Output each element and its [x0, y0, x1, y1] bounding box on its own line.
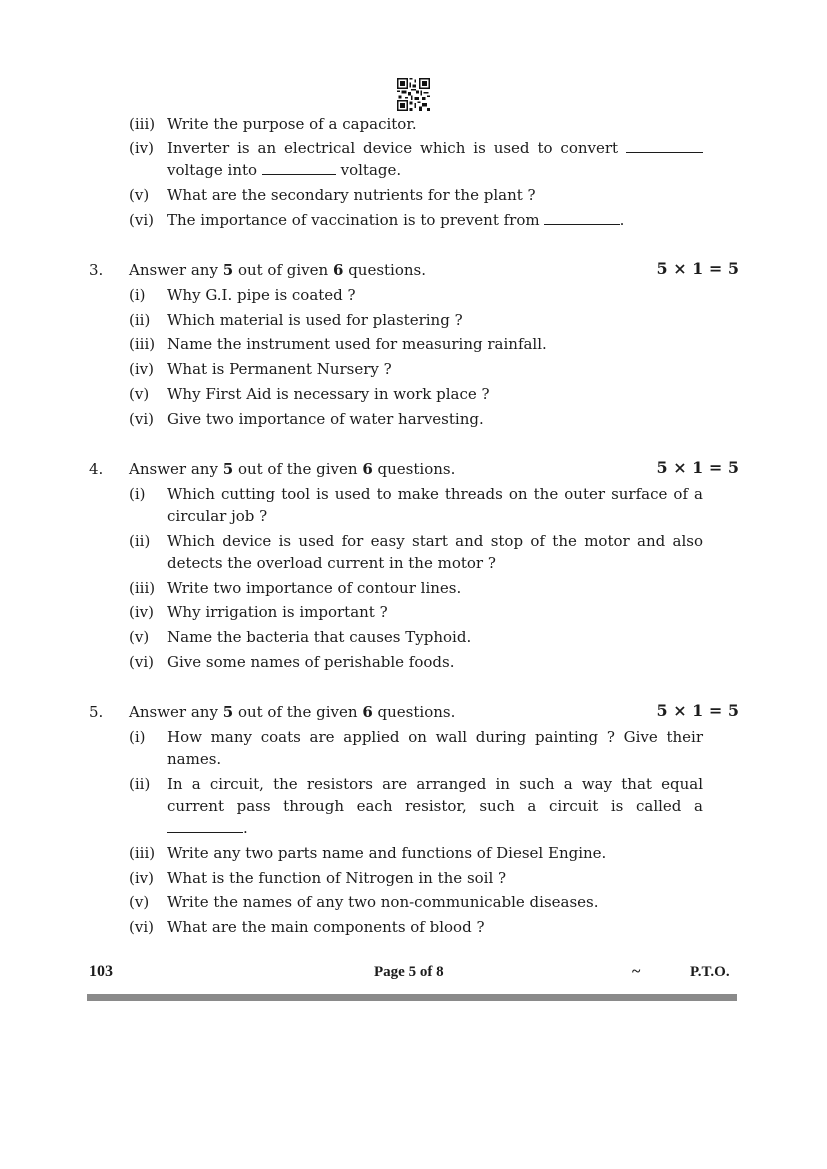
- question-text: voltage into voltage.: [167, 161, 402, 179]
- footer-rule: [87, 994, 737, 1001]
- question-text: detects the overload current in the motor ?: [167, 554, 496, 572]
- question-text: Write the purpose of a capacitor.: [167, 115, 417, 133]
- question-text: What are the secondary nutrients for the plant ?: [167, 186, 536, 204]
- tilde-mark: ~: [632, 963, 641, 980]
- item-number: (vi): [129, 211, 154, 229]
- answer-blank: [262, 160, 336, 175]
- pto-label: P.T.O.: [690, 964, 730, 980]
- question-text: In a circuit, the resistors are arranged in such a way that equal: [167, 775, 703, 793]
- question-number: 3.: [89, 261, 104, 279]
- answer-blank: [544, 210, 620, 225]
- item-number: (iv): [129, 869, 154, 887]
- question-text: The importance of vaccination is to prevent from .: [167, 211, 625, 229]
- item-number: (iv): [129, 360, 154, 378]
- page-number: Page 5 of 8: [374, 964, 444, 980]
- item-number: (iii): [129, 579, 156, 597]
- item-number: (v): [129, 385, 150, 403]
- item-number: (i): [129, 485, 146, 503]
- question-text: current pass through each resistor, such a circuit is called a: [167, 797, 703, 815]
- question-text: How many coats are applied on wall during painting ? Give their: [167, 728, 703, 746]
- item-number: (ii): [129, 775, 151, 793]
- question-text: Which device is used for easy start and stop of the motor and also: [167, 532, 703, 550]
- item-number: (vi): [129, 918, 154, 936]
- question-instruction: Answer any 5 out of the given 6 questions.: [129, 460, 456, 478]
- question-text: circular job ?: [167, 507, 268, 525]
- item-number: (vi): [129, 653, 154, 671]
- paper-code: 103: [89, 963, 113, 980]
- item-number: (v): [129, 893, 150, 911]
- question-text: What are the main components of blood ?: [167, 918, 485, 936]
- answer-blank: [167, 818, 243, 833]
- question-text: What is the function of Nitrogen in the soil ?: [167, 869, 507, 887]
- item-number: (i): [129, 286, 146, 304]
- question-text: Write the names of any two non-communicable diseases.: [167, 893, 599, 911]
- item-number: (iii): [129, 844, 156, 862]
- question-text: .: [167, 817, 703, 839]
- question-number: 4.: [89, 460, 104, 478]
- question-number: 5.: [89, 703, 104, 721]
- question-text: What is Permanent Nursery ?: [167, 360, 392, 378]
- marks: 5 × 1 = 5: [656, 701, 739, 720]
- item-number: (ii): [129, 532, 151, 550]
- item-number: (i): [129, 728, 146, 746]
- item-number: (iv): [129, 603, 154, 621]
- item-number: (v): [129, 186, 150, 204]
- question-instruction: Answer any 5 out of the given 6 questions.: [129, 703, 456, 721]
- item-number: (ii): [129, 311, 151, 329]
- question-text: Which material is used for plastering ?: [167, 311, 463, 329]
- question-text: Name the instrument used for measuring rainfall.: [167, 335, 547, 353]
- item-number: (iii): [129, 335, 156, 353]
- qr-code: [397, 78, 430, 111]
- question-text: Which cutting tool is used to make threads on the outer surface of a: [167, 485, 703, 503]
- question-text: Name the bacteria that causes Typhoid.: [167, 628, 472, 646]
- question-text: Why G.I. pipe is coated ?: [167, 286, 356, 304]
- question-instruction: Answer any 5 out of given 6 questions.: [129, 261, 427, 279]
- question-text: Give some names of perishable foods.: [167, 653, 455, 671]
- answer-blank: [626, 138, 703, 153]
- marks: 5 × 1 = 5: [656, 458, 739, 477]
- question-text: names.: [167, 750, 222, 768]
- item-number: (vi): [129, 410, 154, 428]
- question-text: Inverter is an electrical device which is used to convert: [167, 137, 703, 159]
- question-text: Why First Aid is necessary in work place ?: [167, 385, 490, 403]
- marks: 5 × 1 = 5: [656, 259, 739, 278]
- question-text: Give two importance of water harvesting.: [167, 410, 484, 428]
- item-number: (iv): [129, 139, 154, 157]
- question-text: Write any two parts name and functions of Diesel Engine.: [167, 844, 607, 862]
- item-number: (iii): [129, 115, 156, 133]
- question-text: Write two importance of contour lines.: [167, 579, 462, 597]
- item-number: (v): [129, 628, 150, 646]
- question-text: Why irrigation is important ?: [167, 603, 388, 621]
